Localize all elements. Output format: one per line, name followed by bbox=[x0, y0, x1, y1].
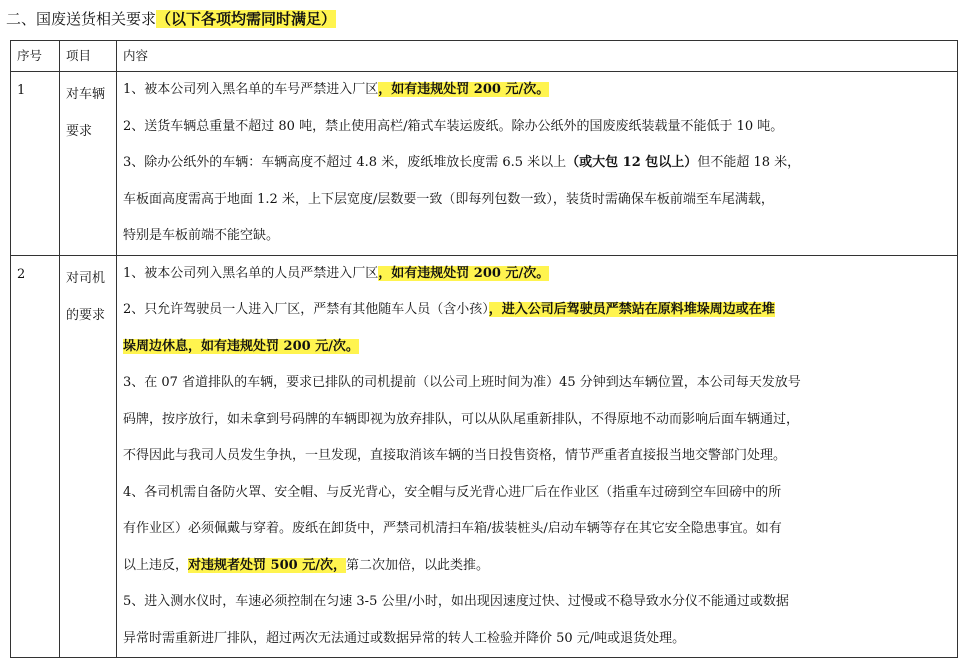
row-item bbox=[60, 255, 117, 658]
text: 以上违反， bbox=[123, 557, 189, 573]
text: 码牌，按序放行，如未拿到号码牌的车辆即视为放弃排队，可以从队尾重新排队，不得原地不动而影响后面车辆通过， bbox=[123, 411, 800, 427]
heading-highlight: （以下各项均需同时满足） bbox=[156, 10, 337, 28]
text: 车板面高度需高于地面 1.2 米，上下层宽度/层数要一致（即每列包数一致），装货时需确保车板前端至车尾满载， bbox=[123, 191, 774, 207]
highlight-text: ，如有违规处罚 200 元/次。 bbox=[378, 265, 550, 281]
text: 3、除办公纸外的车辆：车辆高度不超过 4.8 米，废纸堆放长度需 6.5 米以上 bbox=[123, 155, 567, 170]
content-line bbox=[123, 72, 951, 109]
header-content: 内容 bbox=[117, 41, 958, 72]
text: 有作业区）必须佩戴与穿着。废纸在卸货中，严禁司机清扫车箱/拔装桩头/启动车辆等存在其它安全隐患事宜。如有 bbox=[123, 521, 782, 536]
text: 但不能超 18 米， bbox=[697, 155, 801, 170]
content-line bbox=[123, 182, 951, 219]
text: 不得因此与我司人员发生争执，一旦发现，直接取消该车辆的当日投售资格，情节严重者直接报当地交警部门处理。 bbox=[123, 448, 787, 463]
row-content bbox=[117, 255, 958, 658]
text: 1、被本公司列入黑名单的车号严禁进入厂区 bbox=[123, 82, 379, 97]
content-line bbox=[123, 621, 951, 658]
text: 2、送货车辆总重量不超过 80 吨，禁止使用高栏/箱式车装运废纸。除办公纸外的国废废纸装载量不能低于 10 吨。 bbox=[123, 118, 784, 134]
highlight-text: ，进入公司后驾驶员严禁站在原料堆垛周边或在堆 bbox=[488, 302, 775, 317]
content-line bbox=[123, 292, 951, 329]
bold-text: （或大包 12 包以上） bbox=[566, 155, 698, 170]
text: 1、被本公司列入黑名单的人员严禁进入厂区 bbox=[123, 265, 379, 281]
text: 异常时需重新进厂排队，超过两次无法通过或数据异常的转人工检验并降价 50 元/吨或退货处理。 bbox=[123, 630, 686, 646]
content-line bbox=[123, 402, 951, 439]
highlight-text: ，如有违规处罚 200 元/次。 bbox=[378, 82, 550, 97]
content-line bbox=[123, 145, 951, 182]
table-header-row bbox=[11, 41, 958, 72]
row-item-line: 对司机 bbox=[66, 270, 106, 286]
table-row bbox=[11, 255, 958, 658]
row-num: 2 bbox=[11, 255, 60, 658]
text: 3、在 07 省道排队的车辆，要求已排队的司机提前（以公司上班时间为准）45 分钟到达车辆位置，本公司每天发放号 bbox=[123, 375, 801, 390]
header-item: 项目 bbox=[60, 41, 117, 72]
content-line bbox=[123, 548, 951, 585]
requirements-table bbox=[10, 40, 958, 658]
text: 5、进入测水仪时，车速必须控制在匀速 3-5 公里/小时，如出现因速度过快、过慢或不稳导致水分仪不能通过或数据 bbox=[123, 594, 789, 609]
content-line bbox=[123, 365, 951, 402]
header-num: 序号 bbox=[11, 41, 60, 72]
highlight-text: 垛周边休息，如有违规处罚 200 元/次。 bbox=[123, 338, 359, 354]
content-line bbox=[123, 109, 951, 146]
content-line bbox=[123, 218, 951, 255]
content-line bbox=[123, 584, 951, 621]
text: 2、只允许驾驶员一人进入厂区，严禁有其他随车人员（含小孩） bbox=[123, 302, 489, 317]
content-line bbox=[123, 256, 951, 293]
row-item-line: 的要求 bbox=[66, 307, 106, 323]
content-line bbox=[123, 329, 951, 366]
content-line bbox=[123, 511, 951, 548]
highlight-text: 对违规者处罚 500 元/次， bbox=[188, 557, 346, 573]
table-row bbox=[11, 72, 958, 256]
section-heading bbox=[6, 7, 336, 31]
row-item-line: 对车辆 bbox=[66, 87, 106, 102]
row-item-line: 要求 bbox=[66, 124, 93, 139]
content-line bbox=[123, 475, 951, 512]
row-content bbox=[117, 72, 958, 256]
heading-text: 二、国废送货相关要求 bbox=[6, 10, 157, 28]
text: 特别是车板前端不能空缺。 bbox=[123, 228, 280, 243]
content-line bbox=[123, 438, 951, 475]
row-item bbox=[60, 72, 117, 256]
text: 第二次加倍，以此类推。 bbox=[345, 557, 489, 573]
text: 4、各司机需自备防火罩、安全帽、与反光背心，安全帽与反光背心进厂后在作业区（指重车过磅到空车回磅中的所 bbox=[123, 484, 782, 500]
row-num: 1 bbox=[11, 72, 60, 256]
